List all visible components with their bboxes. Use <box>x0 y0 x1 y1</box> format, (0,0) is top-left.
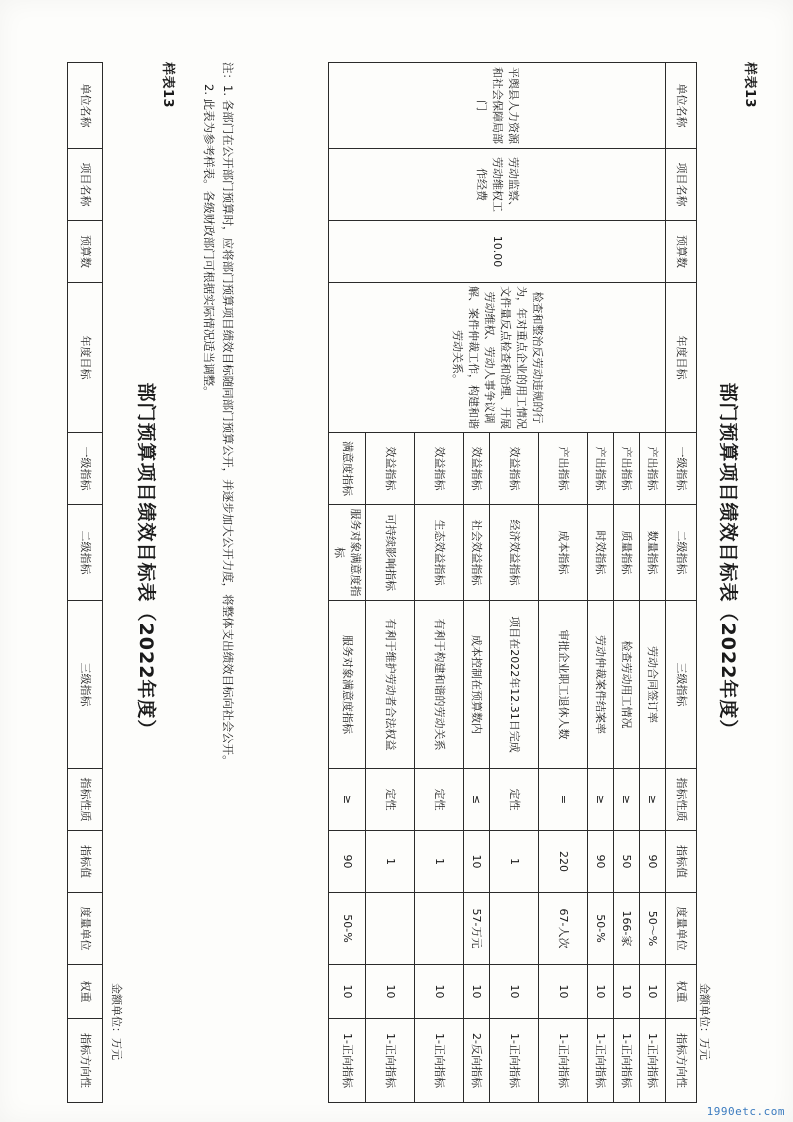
cell-value: 1 <box>490 831 539 893</box>
header-annual-target: 年度目标 <box>666 283 697 433</box>
header-direction: 指标方向性 <box>68 1019 103 1103</box>
cell-property: 定性 <box>415 769 464 831</box>
page-title-first: 部门预算项目绩效目标表（2022年度） <box>717 382 739 740</box>
cell-unit: 57-万元 <box>464 893 490 965</box>
header-weight: 权重 <box>68 965 103 1019</box>
cell-level3: 劳动合同签订率 <box>640 601 666 769</box>
cell-property: 定性 <box>366 769 415 831</box>
cell-property: 定性 <box>490 769 539 831</box>
cell-level3: 有利于维护劳动者合法权益 <box>366 601 415 769</box>
header-indicator-property: 指标性质 <box>68 769 103 831</box>
cell-value: 10 <box>464 831 490 893</box>
cell-level1: 产出指标 <box>640 433 666 505</box>
cell-level3: 服务对象满意度指标 <box>329 601 366 769</box>
cell-unit <box>490 893 539 965</box>
cell-level2: 经济效益指标 <box>490 505 539 601</box>
cell-level3: 劳动仲裁案件结案率 <box>588 601 614 769</box>
cell-weight: 10 <box>329 965 366 1019</box>
cell-level1: 产出指标 <box>614 433 640 505</box>
cell-level2: 成本指标 <box>539 505 588 601</box>
sample-label-top: 样表13 <box>742 62 757 109</box>
cell-direction: 1-正向指标 <box>614 1019 640 1103</box>
cell-direction: 2-反向指标 <box>464 1019 490 1103</box>
cell-unit <box>366 893 415 965</box>
cell-level2: 质量指标 <box>614 505 640 601</box>
cell-value: 220 <box>539 831 588 893</box>
sample-label-bottom: 样表13 <box>160 62 175 109</box>
cell-property: ≥ <box>588 769 614 831</box>
watermark-text: 1990etc.com <box>706 1105 785 1118</box>
header-level1: 一级指标 <box>68 433 103 505</box>
cell-level2: 生态效益指标 <box>415 505 464 601</box>
cell-weight: 10 <box>539 965 588 1019</box>
cell-value: 90 <box>329 831 366 893</box>
cell-level3: 成本控制在预算数内 <box>464 601 490 769</box>
cell-weight: 10 <box>588 965 614 1019</box>
cell-property: ≥ <box>640 769 666 831</box>
footnote-line-1: 注：1. 各部门在公开部门预算时，应将部门预算项目绩效目标随同部门预算公开，并逐步加大公开力度，将整体支出绩效目标向社会公开。 <box>221 62 235 767</box>
footnote-line-2: 2. 此表为参考样表。各级财政部门可根据实际情况适当调整。 <box>202 84 217 398</box>
header-project-name: 项目名称 <box>666 149 697 221</box>
cell-unit <box>415 893 464 965</box>
cell-weight: 10 <box>614 965 640 1019</box>
header-level3: 三级指标 <box>666 601 697 769</box>
cell-level3: 审批企业职工退休人数 <box>539 601 588 769</box>
cell-direction: 1-正向指标 <box>366 1019 415 1103</box>
cell-weight: 10 <box>490 965 539 1019</box>
cell-direction: 1-正向指标 <box>490 1019 539 1103</box>
cell-level3: 检查劳动用工情况 <box>614 601 640 769</box>
header-direction: 指标方向性 <box>666 1019 697 1103</box>
cell-weight: 10 <box>366 965 415 1019</box>
cell-property: ≥ <box>329 769 366 831</box>
header-weight: 权重 <box>666 965 697 1019</box>
cell-value: 90 <box>640 831 666 893</box>
cell-direction: 1-正向指标 <box>588 1019 614 1103</box>
cell-weight: 10 <box>640 965 666 1019</box>
cell-level3: 有利于构建和谐的劳动关系 <box>415 601 464 769</box>
table-row <box>640 63 666 1103</box>
header-budget-amount: 预算数 <box>666 221 697 283</box>
cell-property: = <box>539 769 588 831</box>
currency-unit-note-second: 金额单位：万元 <box>110 983 123 1060</box>
cell-property: ≥ <box>614 769 640 831</box>
cell-unit: 50-% <box>329 893 366 965</box>
header-annual-target: 年度目标 <box>68 283 103 433</box>
currency-unit-note-first: 金额单位：万元 <box>698 983 711 1060</box>
cell-unit: 50-% <box>588 893 614 965</box>
cell-direction: 1-正向指标 <box>539 1019 588 1103</box>
cell-value: 1 <box>415 831 464 893</box>
cell-level1: 满意度指标 <box>329 433 366 505</box>
cell-weight: 10 <box>464 965 490 1019</box>
cell-direction: 1-正向指标 <box>329 1019 366 1103</box>
header-level2: 二级指标 <box>68 505 103 601</box>
performance-target-table-blank <box>67 62 103 1103</box>
header-measure-unit: 度量单位 <box>666 893 697 965</box>
page-title-second: 部门预算项目绩效目标表（2022年度） <box>135 382 157 740</box>
cell-level3: 项目在2022年12.31日完成 <box>490 601 539 769</box>
header-budget-amount: 预算数 <box>68 221 103 283</box>
header-indicator-property: 指标性质 <box>666 769 697 831</box>
cell-level1: 效益指标 <box>366 433 415 505</box>
header-project-name: 项目名称 <box>68 149 103 221</box>
cell-level1: 效益指标 <box>415 433 464 505</box>
cell-annual-target: 检查和整治反劳动违规的行为，年对重点企业的用工情况文件量反点检查和治理、开展劳动维权、劳动人事争议调解、案件仲裁工作，构建和谐劳动关系。 <box>329 283 666 433</box>
cell-unit: 166-家 <box>614 893 640 965</box>
cell-level1: 效益指标 <box>490 433 539 505</box>
header-measure-unit: 度量单位 <box>68 893 103 965</box>
cell-unit: 50～% <box>640 893 666 965</box>
cell-level2: 服务对象满意度指标 <box>329 505 366 601</box>
table-header-row <box>68 63 103 1103</box>
cell-level1: 产出指标 <box>588 433 614 505</box>
header-level2: 二级指标 <box>666 505 697 601</box>
cell-level2: 时效指标 <box>588 505 614 601</box>
header-level1: 一级指标 <box>666 433 697 505</box>
cell-unit: 67-人次 <box>539 893 588 965</box>
header-indicator-value: 指标值 <box>666 831 697 893</box>
cell-budget-amount: 10.00 <box>329 221 666 283</box>
header-unit-name: 单位名称 <box>68 63 103 149</box>
cell-property: ≤ <box>464 769 490 831</box>
footnotes <box>199 62 237 767</box>
header-unit-name: 单位名称 <box>666 63 697 149</box>
cell-level1: 产出指标 <box>539 433 588 505</box>
header-indicator-value: 指标值 <box>68 831 103 893</box>
performance-target-table <box>328 62 697 1103</box>
cell-level2: 数量指标 <box>640 505 666 601</box>
cell-direction: 1-正向指标 <box>640 1019 666 1103</box>
cell-level2: 可持续影响指标 <box>366 505 415 601</box>
cell-direction: 1-正向指标 <box>415 1019 464 1103</box>
cell-level2: 社会效益指标 <box>464 505 490 601</box>
table-header-row <box>666 63 697 1103</box>
cell-level1: 效益指标 <box>464 433 490 505</box>
header-level3: 三级指标 <box>68 601 103 769</box>
cell-weight: 10 <box>415 965 464 1019</box>
cell-value: 50 <box>614 831 640 893</box>
cell-project-name: 劳动监察、劳动维权工作经费 <box>329 149 666 221</box>
cell-value: 90 <box>588 831 614 893</box>
cell-value: 1 <box>366 831 415 893</box>
cell-unit-name: 平舆县人力资源和社会保障局部门 <box>329 63 666 149</box>
